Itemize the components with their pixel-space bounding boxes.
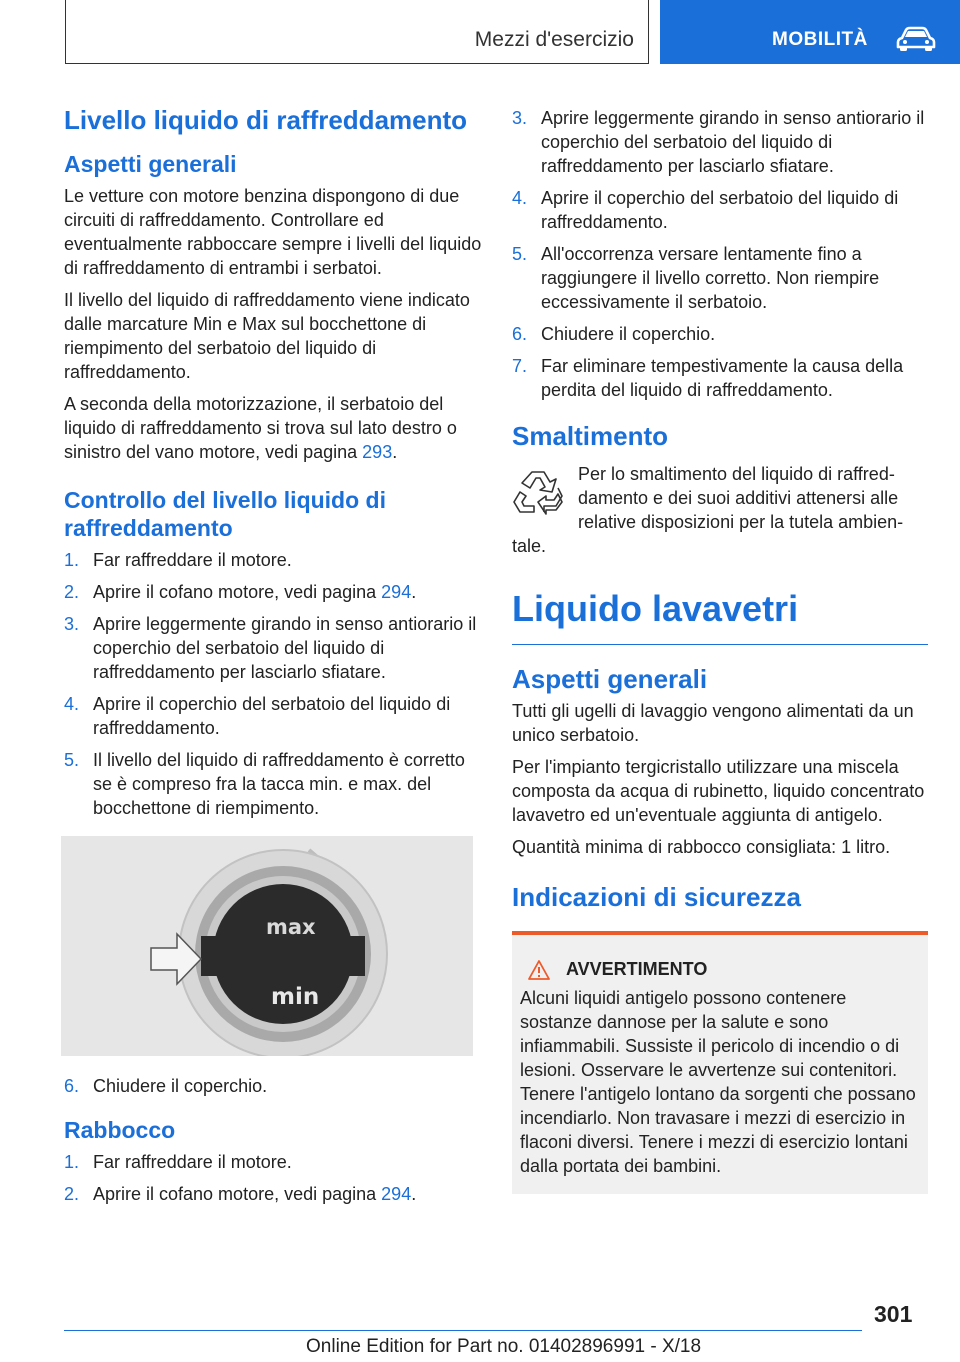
- step-text: All'occorrenza versare lentamente fino a raggiungere il livello corretto. Non riempire eccessivamente il serbatoio.: [541, 244, 880, 312]
- step-number: 3.: [64, 614, 80, 634]
- header-chapter-tab[interactable]: [660, 0, 960, 64]
- page-link[interactable]: 294: [381, 582, 412, 602]
- step-text: Chiudere il coperchio.: [541, 324, 716, 344]
- step-text: Aprire leggermente girando in senso antiorario il coperchio del serbatoio del liquido di raffreddamento per lasciarlo sfiatare.: [541, 108, 925, 176]
- step-number: 6.: [64, 1076, 80, 1096]
- step-text: Chiudere il coperchio.: [93, 1076, 268, 1096]
- page-number: 301: [874, 1301, 913, 1327]
- step-number: 5.: [512, 244, 528, 264]
- coolant-cap-figure: [61, 836, 473, 1056]
- heading-check-level: Controllo del livello liquido di raffreddamento: [64, 487, 386, 541]
- step-text: Aprire leggermente girando in senso antiorario il coperchio del serbatoio del liquido di raffreddamento per lasciarlo sfiatare.: [93, 614, 477, 682]
- list-item: [512, 354, 928, 402]
- max-marking: max: [266, 915, 316, 939]
- page-link[interactable]: 294: [381, 1184, 412, 1204]
- list-item: [512, 242, 928, 314]
- step-text: .: [411, 582, 417, 602]
- disposal-text: [512, 462, 928, 558]
- car-icon: [896, 26, 936, 52]
- section-title-washer: Liquido lavavetri: [512, 586, 928, 645]
- paragraph: Il livello del liquido di raffreddamento viene indicato dalle marcature Min e Max sul bocchettone di riempimento del serbatoio del liquido di raffreddamento.: [64, 290, 470, 382]
- step-number: 4.: [64, 694, 80, 714]
- header-section-box: [65, 0, 649, 64]
- warning-title: AVVERTIMENTO: [566, 959, 708, 979]
- list-item: [64, 548, 484, 572]
- step-text: Aprire il cofano motore, vedi pagina: [93, 1184, 382, 1204]
- step-number: 2.: [64, 582, 80, 602]
- step-number: 2.: [64, 1184, 80, 1204]
- check-steps-list-continued: [64, 1074, 484, 1098]
- paragraph: [64, 392, 484, 464]
- list-item: [64, 580, 484, 604]
- step-text: Aprire il cofano motore, vedi pagina: [93, 582, 382, 602]
- heading-general: Aspetti generali: [64, 151, 237, 177]
- list-item: [64, 1074, 484, 1098]
- step-text: Far eliminare tempestivamente la causa della perdita del liquido di raffreddamento.: [541, 356, 904, 400]
- footer-divider: [64, 1330, 862, 1331]
- warning-triangle-icon: [528, 960, 550, 980]
- list-item: [512, 186, 928, 234]
- paragraph: Quantità minima di rabbocco consigliata: 1 litro.: [512, 837, 891, 857]
- step-text: Aprire il coperchio del serbatoio del liquido di raffreddamento.: [93, 694, 451, 738]
- refill-steps-list: [64, 1150, 484, 1206]
- paragraph: Le vetture con motore benzina dispongono di due circuiti di raffreddamento. Controllare ed eventualmente rabboccare sempre i livelli del liquido di raffreddamento di entrambi i serbatoi.: [64, 186, 482, 278]
- step-text: Far raffreddare il motore.: [93, 1152, 292, 1172]
- disposal-line: Per lo smaltimento del liquido di raffred-: [578, 464, 895, 484]
- list-item: [64, 1150, 484, 1174]
- warning-box: [512, 931, 928, 1194]
- step-number: 3.: [512, 108, 528, 128]
- step-text: Aprire il coperchio del serbatoio del liquido di raffreddamento.: [541, 188, 899, 232]
- step-text: .: [411, 1184, 417, 1204]
- right-column: [512, 106, 928, 1194]
- paragraph-text: .: [392, 442, 398, 462]
- paragraph: Tutti gli ugelli di lavaggio vengono alimentati da un unico serbatoio.: [512, 701, 914, 745]
- header-section-title: Mezzi d'esercizio: [474, 28, 634, 51]
- disposal-line: relative disposizioni per la tutela ambien-: [578, 512, 904, 532]
- section-title-coolant: Livello liquido di raffreddamento: [64, 105, 468, 135]
- list-item: [512, 106, 928, 178]
- step-text: Il livello del liquido di raffreddamento è corretto se è compreso fra la tacca min. e max. del bocchettone di riempimento.: [93, 750, 465, 818]
- warning-header: [520, 959, 918, 980]
- step-number: 6.: [512, 324, 528, 344]
- page-link[interactable]: 293: [362, 442, 393, 462]
- list-item: [64, 692, 484, 740]
- coolant-cap-illustration: [61, 836, 473, 1056]
- header-chapter-label: MOBILITÀ: [772, 29, 868, 50]
- footer-edition: Online Edition for Part no. 01402896991 - X/18: [306, 1336, 702, 1357]
- paragraph: Per l'impianto tergicristallo utilizzare una miscela composta da acqua di rubinetto, liquido concentrato lavavetro ed un'eventuale aggiunta di antigelo.: [512, 757, 925, 825]
- min-marking: min: [271, 984, 320, 1010]
- left-column: [64, 98, 484, 1214]
- step-number: 1.: [64, 550, 80, 570]
- step-number: 1.: [64, 1152, 80, 1172]
- list-item: [64, 1182, 484, 1206]
- step-number: 7.: [512, 356, 528, 376]
- disposal-line: tale.: [512, 536, 547, 556]
- check-steps-list: [64, 548, 484, 820]
- disposal-line: damento e dei suoi additivi attenersi alle: [578, 488, 899, 508]
- step-number: 4.: [512, 188, 528, 208]
- heading-general-washer: Aspetti generali: [512, 664, 708, 694]
- list-item: [64, 612, 484, 684]
- heading-safety: Indicazioni di sicurezza: [512, 882, 801, 912]
- list-item: [512, 322, 928, 346]
- recycle-icon: [512, 468, 564, 516]
- disposal-note: [512, 462, 928, 558]
- step-number: 5.: [64, 750, 80, 770]
- list-item: [64, 748, 484, 820]
- heading-refill: Rabbocco: [64, 1117, 176, 1143]
- warning-text: Alcuni liquidi antigelo possono contenere sostanze dannose per la salute e sono infiammabili. Sussiste il pericolo di incendio o di lesioni. Osservare le avvertenze sui contenitori. Tenere l'antigelo lontano da sorgenti che possano incendiarlo. Non travasare i mezzi di esercizio in flaconi diversi. Tenere i mezzi di esercizio lontani dalla portata dei bambini.: [520, 988, 916, 1176]
- paragraph-text: A seconda della motorizzazione, il serbatoio del liquido di raffreddamento si trova sul lato destro o sinistro del vano motore, vedi pagina: [64, 394, 457, 462]
- refill-steps-list-continued: [512, 106, 928, 402]
- step-text: Far raffreddare il motore.: [93, 550, 292, 570]
- heading-disposal: Smaltimento: [512, 421, 669, 451]
